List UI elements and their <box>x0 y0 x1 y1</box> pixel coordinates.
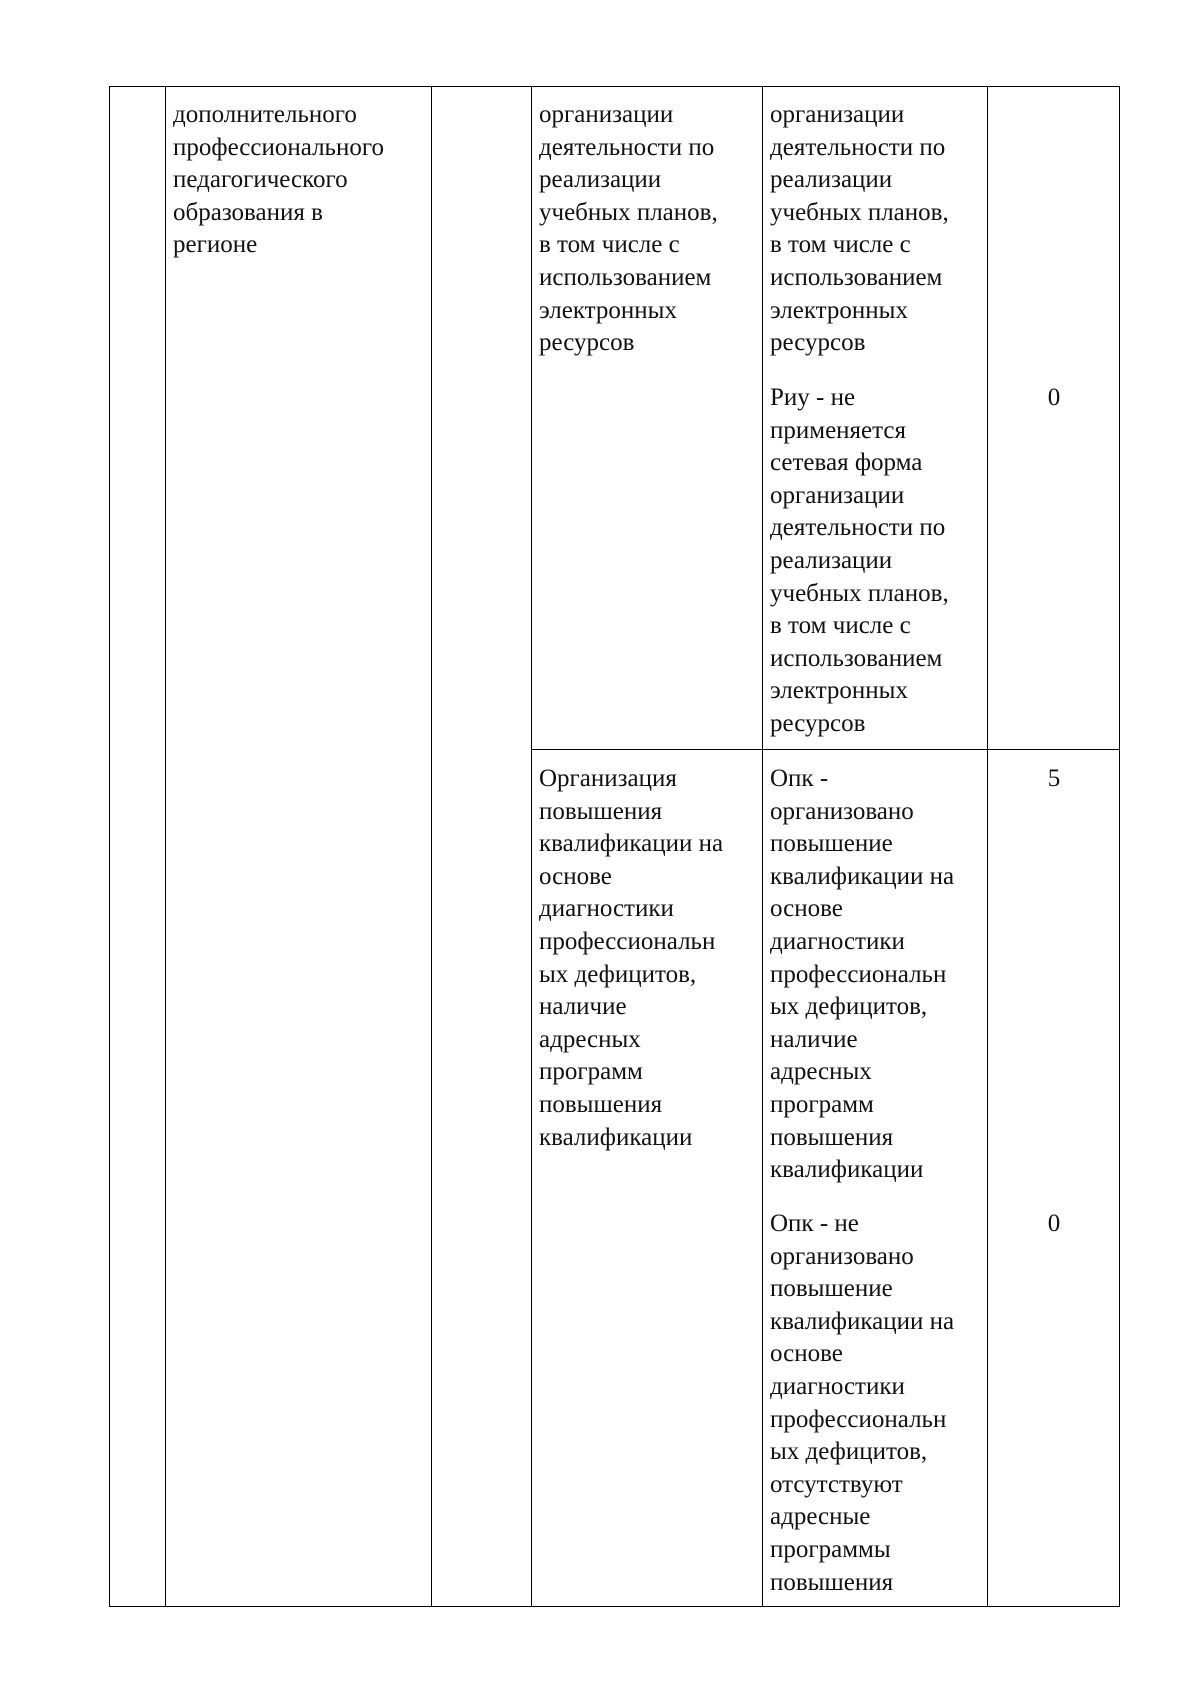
column-divider <box>762 87 763 1606</box>
column-divider <box>165 87 166 1606</box>
institution-cell-text: дополнительного профессионального педагогического образования в регионе <box>173 101 384 259</box>
criteria-table <box>109 86 1120 1607</box>
row2-score-a: 5 <box>1047 765 1061 792</box>
row1-score-b: 0 <box>1047 384 1061 411</box>
column-divider <box>531 87 532 1606</box>
row1-level-b-text: Риу - не применяется сетевая форма организации деятельности по реализации учебных планов, в том числе с использованием электронных ресурсов <box>770 384 949 737</box>
row-divider <box>531 749 1119 750</box>
row2-criterion-text: Организация повышения квалификации на основе диагностики профессиональн ых дефицитов, наличие адресных программ повышения квалификации <box>539 765 724 1151</box>
column-divider <box>431 87 432 1606</box>
row2-level-b-text: Опк - не организовано повышение квалификации на основе диагностики профессиональн ых дефицитов, отсутствуют адресные программы повышения <box>770 1210 955 1596</box>
column-divider <box>987 87 988 1606</box>
row1-criterion-text: организации деятельности по реализации учебных планов, в том числе с использованием электронных ресурсов <box>539 101 718 357</box>
row1-level-a-text: организации деятельности по реализации учебных планов, в том числе с использованием электронных ресурсов <box>770 101 949 357</box>
row2-score-b: 0 <box>1047 1210 1061 1237</box>
row2-level-a-text: Опк - организовано повышение квалификации на основе диагностики профессиональн ых дефицитов, наличие адресных программ повышения квалификации <box>770 765 955 1184</box>
